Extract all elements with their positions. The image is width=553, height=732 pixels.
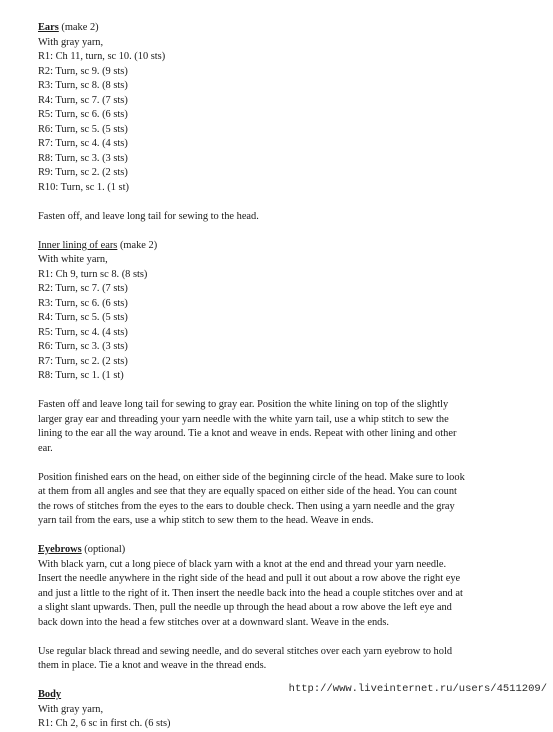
eyebrows-paragraph-line: and just a little to the right of it. Then insert the needle back into the head a couple stitches over and at — [38, 587, 463, 599]
ears-line: R8: Turn, sc 3. (3 sts) — [38, 152, 128, 164]
inner-lining-title: Inner lining of ears — [38, 239, 118, 251]
ears-note: (make 2) — [58, 22, 99, 33]
body-line: With gray yarn, — [38, 703, 104, 715]
thread-paragraph-line: Use regular black thread and sewing needle, and do several stitches over each yarn eyebrow to hold — [38, 645, 453, 657]
pattern-page — [38, 21, 528, 732]
eyebrows-paragraph-line: back down into the head a few stitches over at a downward slant. Weave in the ends. — [38, 616, 389, 628]
lining-paragraph-line: larger gray ear and threading your yarn needle with the white yarn tail, use a whip stitch to sew the — [38, 413, 449, 425]
inner-lining-line: R2: Turn, sc 7. (7 sts) — [38, 283, 128, 294]
position-paragraph-line: Position finished ears on the head, on either side of the beginning circle of the head. Make sure to look — [38, 471, 465, 483]
inner-lining-line: R4: Turn, sc 5. (5 sts) — [38, 312, 128, 323]
thread-paragraph-line: them in place. Tie a knot and weave in the thread ends. — [38, 660, 267, 671]
position-paragraph-line: at them from all angles and see that they are equally spaced on either side of the head. You can count — [38, 486, 457, 497]
ears-line: R2: Turn, sc 9. (9 sts) — [38, 65, 128, 77]
lining-paragraph-line: Fasten off and leave long tail for sewing to gray ear. Position the white lining on top of the slightly — [38, 399, 449, 410]
inner-lining-line: R3: Turn, sc 6. (6 sts) — [38, 297, 128, 309]
inner-lining-line: R6: Turn, sc 3. (3 sts) — [38, 341, 128, 352]
lining-paragraph-line: lining to the ear all the way around. Tie a knot and weave in ends. Repeat with other lining and other — [38, 428, 457, 439]
ears-line: R5: Turn, sc 6. (6 sts) — [38, 109, 128, 120]
inner-lining-heading — [38, 239, 528, 254]
eyebrows-note: (optional) — [81, 544, 126, 555]
body-title: Body — [38, 689, 62, 700]
eyebrows-heading — [38, 543, 528, 558]
ears-fasten-off: Fasten off, and leave long tail for sewing to the head. — [38, 210, 259, 222]
eyebrows-paragraph-line: Insert the needle anywhere in the right side of the head and pull it out about a row above the right eye — [38, 573, 461, 584]
position-paragraph-line: the rows of stitches from the eyes to the ears to double check. Then using a yarn needle and the gray — [38, 500, 455, 512]
inner-lining-note: (make 2) — [117, 239, 158, 251]
ears-line: With gray yarn, — [38, 36, 104, 48]
inner-lining-line: R8: Turn, sc 1. (1 st) — [38, 370, 124, 381]
inner-lining-line: With white yarn, — [38, 254, 108, 265]
ears-line: R7: Turn, sc 4. (4 sts) — [38, 138, 128, 149]
inner-lining-line: R1: Ch 9, turn sc 8. (8 sts) — [38, 268, 148, 280]
inner-lining-line: R5: Turn, sc 4. (4 sts) — [38, 326, 128, 338]
ears-line: R1: Ch 11, turn, sc 10. (10 sts) — [38, 51, 166, 62]
ears-line: R9: Turn, sc 2. (2 sts) — [38, 167, 128, 178]
lining-paragraph-line: ear. — [38, 442, 53, 454]
source-watermark: http://www.liveinternet.ru/users/4511209/ — [288, 683, 547, 695]
inner-lining-line: R7: Turn, sc 2. (2 sts) — [38, 355, 128, 367]
eyebrows-paragraph-line: a slight slant upwards. Then, pull the needle up through the head about a row above the left eye and — [38, 602, 452, 613]
ears-line: R4: Turn, sc 7. (7 sts) — [38, 94, 128, 106]
ears-heading — [38, 21, 528, 36]
eyebrows-title: Eyebrows — [38, 544, 82, 555]
eyebrows-paragraph-line: With black yarn, cut a long piece of black yarn with a knot at the end and thread your yarn needle. — [38, 558, 447, 570]
ears-line: R10: Turn, sc 1. (1 st) — [38, 181, 129, 193]
body-line: R1: Ch 2, 6 sc in first ch. (6 sts) — [38, 718, 171, 729]
ears-title: Ears — [38, 22, 59, 33]
ears-line: R6: Turn, sc 5. (5 sts) — [38, 123, 128, 135]
position-paragraph-line: yarn tail from the ears, use a whip stitch to sew them to the head. Weave in ends. — [38, 515, 374, 526]
ears-line: R3: Turn, sc 8. (8 sts) — [38, 80, 128, 91]
